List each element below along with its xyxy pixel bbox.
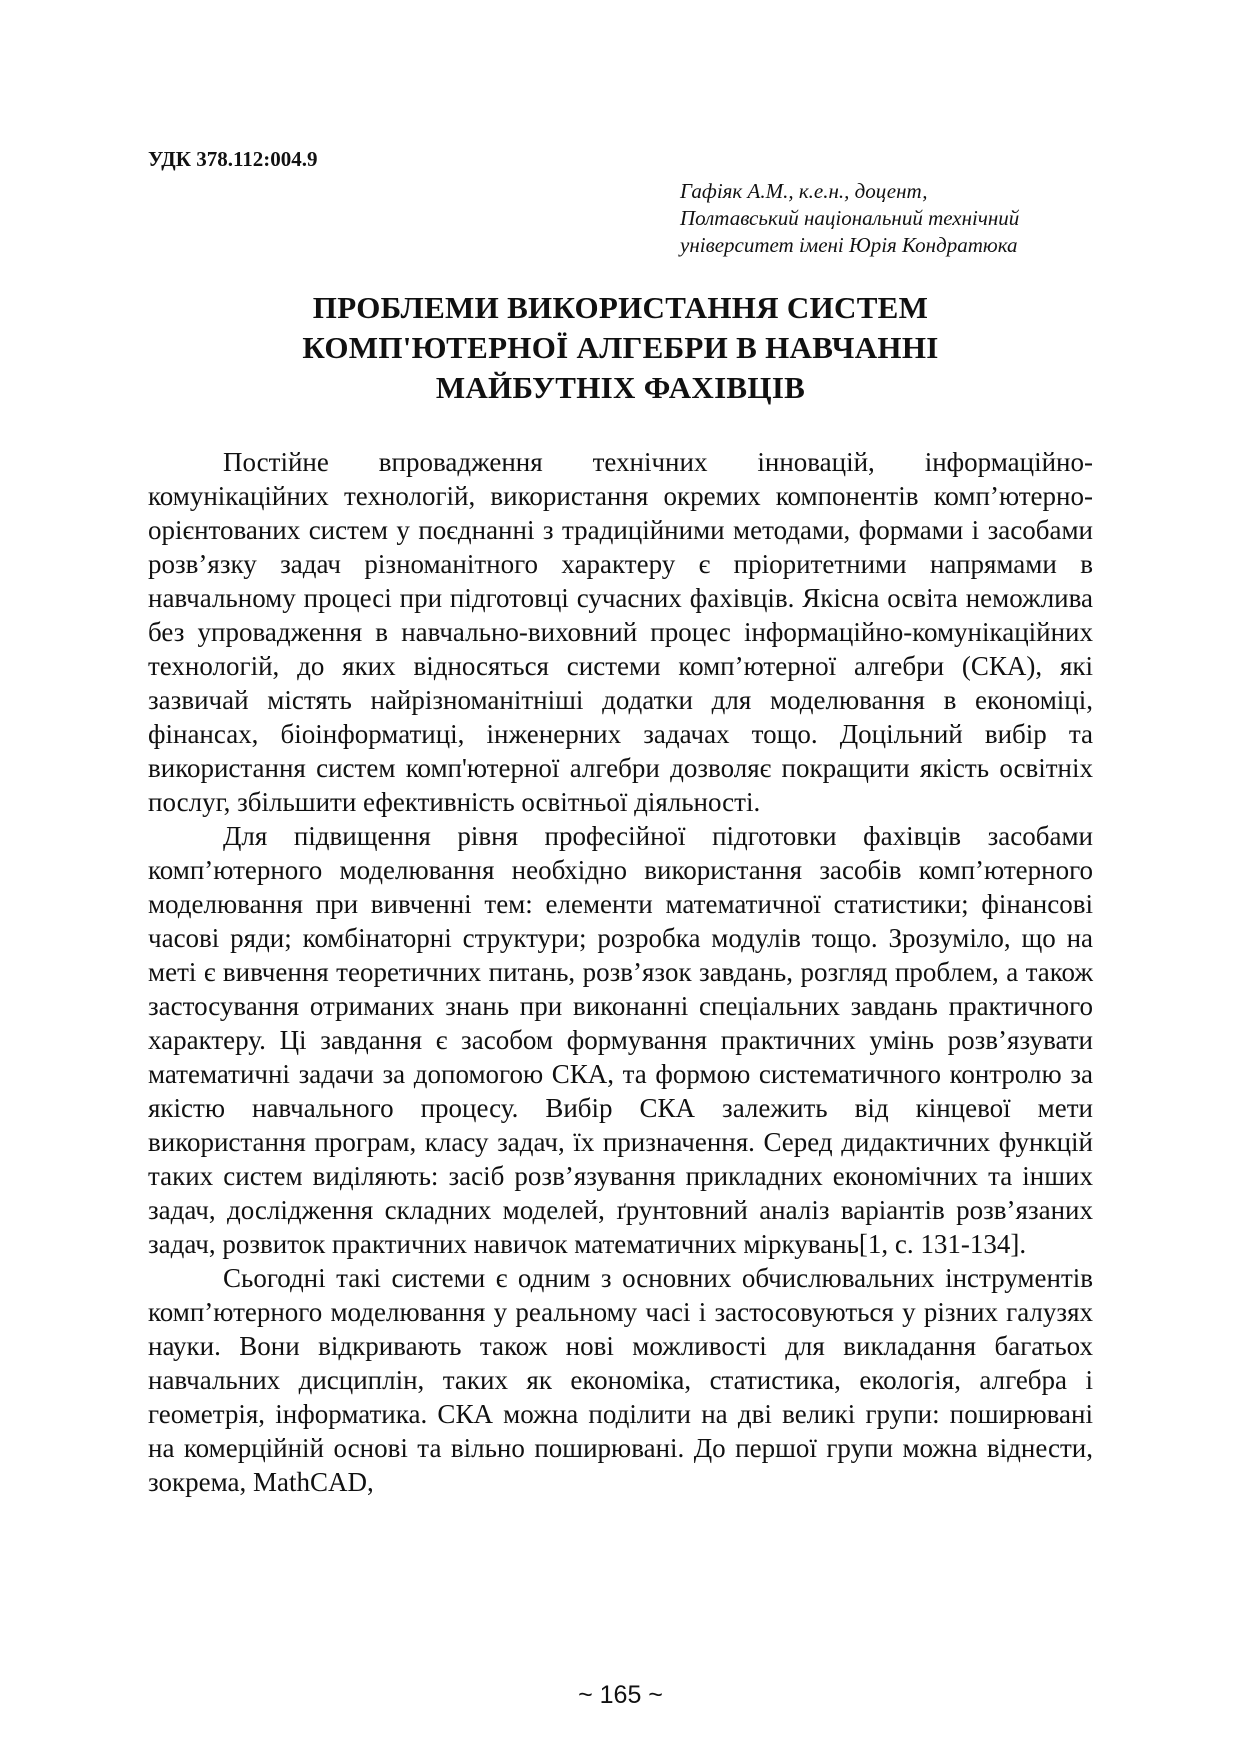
article-title <box>148 288 1093 408</box>
body-paragraph-3: Сьогодні такі системи є одним з основних обчислювальних інструментів комп’ютерного моделювання у реальному часі і застосовуються у різних галузях науки. Вони відкривають також нові можливості для викладання багатьох навчальних дисциплін, таких як економіка, статистика, екологія, алгебра і геометрія, інформатика. СКА можна поділити на дві великі групи: поширювані на комерційній основі та вільно поширювані. До першої групи можна віднести, зокрема, MathCAD, <box>148 1263 1093 1497</box>
author-name: Гафіяк А.М., к.е.н., доцент, <box>680 179 928 203</box>
article-body <box>148 445 1093 1499</box>
title-line-3: МАЙБУТНІХ ФАХІВЦІВ <box>435 370 806 405</box>
udc-code: УДК 378.112:004.9 <box>148 147 318 171</box>
body-paragraph-2: Для підвищення рівня професійної підготовки фахівців засобами комп’ютерного моделювання необхідно використання засобів комп’ютерного моделювання при вивченні тем: елементи математичної статистики; фінансові часові ряди; комбінаторні структури; розробка модулів тощо. Зрозуміло, що на меті є вивчення теоретичних питань, розв’язок завдань, розгляд проблем, а також застосування отриманих знань при виконанні спеціальних завдань практичного характеру. Ці завдання є засобом формування практичних умінь розв’язувати математичні задачи за допомогою СКА, та формою систематичного контролю за якістю навчального процесу. Вибір СКА залежить від кінцевої мети використання програм, класу задач, їх призначення. Серед дидактичних функцій таких систем виділяють: засіб розв’язування прикладних економічних та інших задач, дослідження складних моделей, ґрунтовний аналіз варіантів розв’язаних задач, розвиток практичних навичок математичних міркувань[1, с. 131-134]. <box>148 821 1093 1259</box>
author-affiliation-line-1: Полтавський національний технічний <box>680 206 1020 230</box>
title-line-1: ПРОБЛЕМИ ВИКОРИСТАННЯ СИСТЕМ <box>312 290 929 325</box>
author-affiliation-line-2: університет імені Юрія Кондратюка <box>680 233 1018 257</box>
body-paragraph-1: Постійне впровадження технічних інновацій, інформаційно-комунікаційних технологій, використання окремих компонентів комп’ютерно-орієнтованих систем у поєднанні з традиційними методами, формами і засобами розв’язку задач різноманітного характеру є пріоритетними напрямами в навчальному процесі при підготовці сучасних фахівців. Якісна освіта неможлива без упровадження в навчально-виховний процес інформаційно-комунікаційних технологій, до яких відносяться системи комп’ютерної алгебри (СКА), які зазвичай містять найрізноманітніші додатки для моделювання в економіці, фінансах, біоінформатиці, інженерних задачах тощо. Доцільний вибір та використання систем комп'ютерної алгебри дозволяє покращити якість освітніх послуг, збільшити ефективність освітньої діяльності. <box>148 447 1093 817</box>
title-line-2: КОМП'ЮТЕРНОЇ АЛГЕБРИ В НАВЧАННІ <box>302 330 939 365</box>
author-block <box>680 178 1110 259</box>
page-number: ~ 165 ~ <box>578 1681 663 1709</box>
